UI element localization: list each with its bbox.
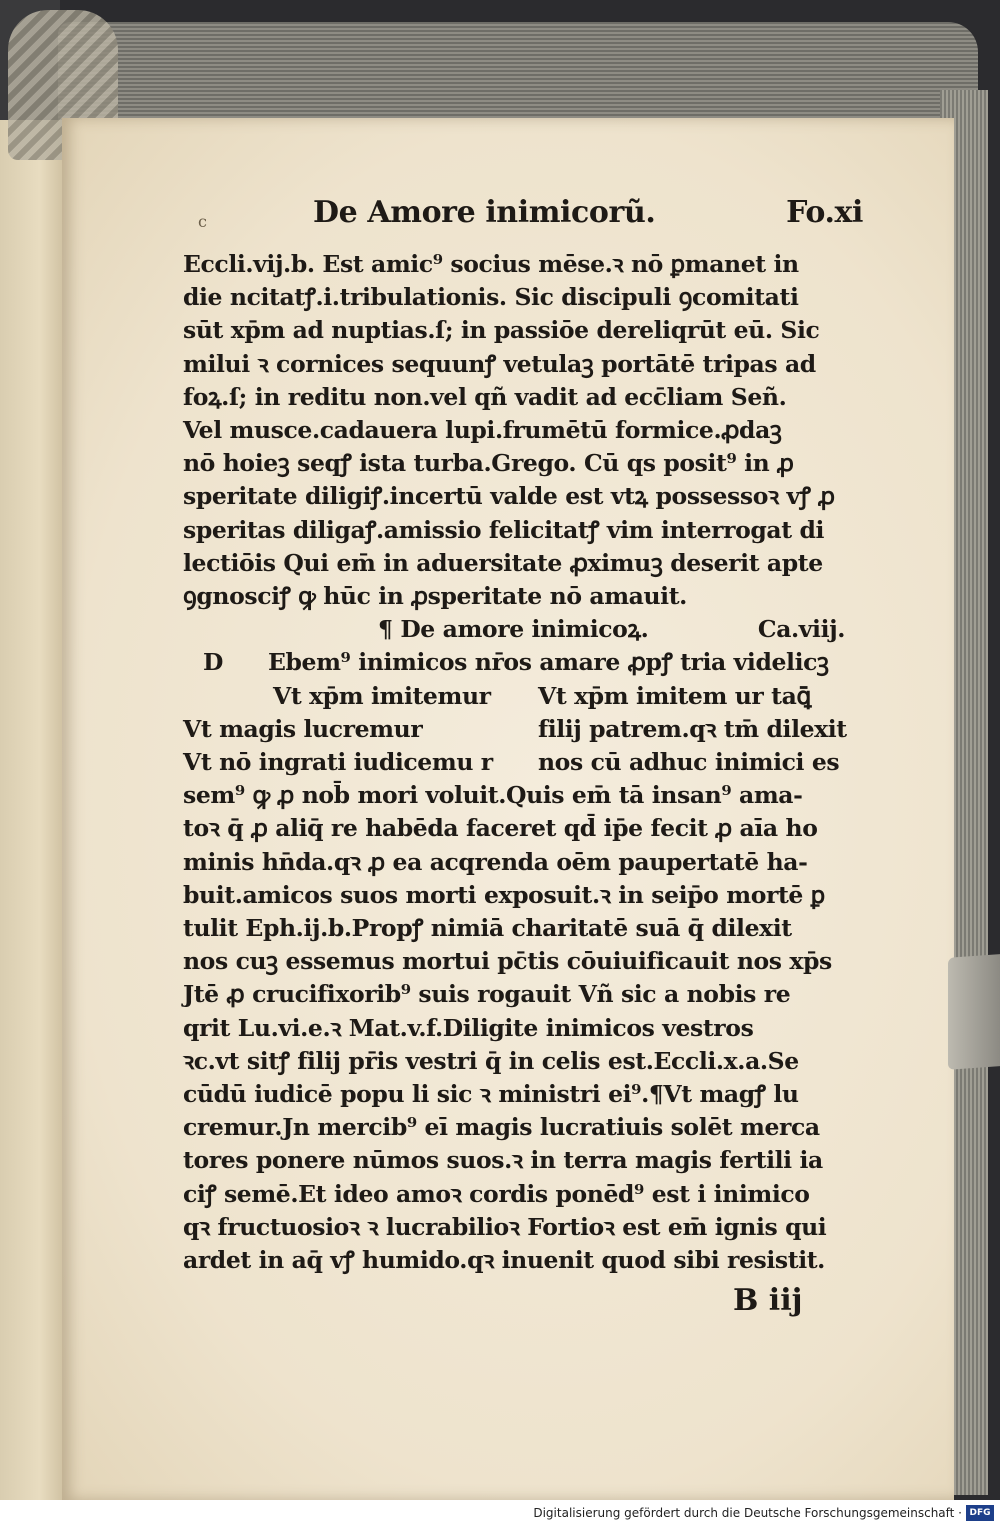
text-line: ardet in aq̄ vꝭ humido.qꝛ inuenit quod sibi resistit. bbox=[183, 1246, 825, 1275]
running-head: De Amore inimicorũ. bbox=[313, 195, 656, 230]
funding-credit: Digitalisierung gefördert durch die Deutsche Forschungsgemeinschaft · bbox=[533, 1506, 962, 1520]
folio-number: Fo.xi bbox=[786, 195, 863, 230]
text-block-top bbox=[183, 248, 863, 613]
text-line: qrit Lu.vi.e.ꝛ Mat.v.f.Diligite inimicos vestros bbox=[183, 1013, 754, 1042]
text-line: cūdū iudicē popu li sic ꝛ ministri ei⁹.¶Vt magꝭ lu bbox=[183, 1080, 799, 1108]
two-column-line bbox=[183, 713, 863, 746]
text-line: speritate diligiꝭ.incertū valde est vtꝝ possessoꝛ vꝭ ꝓ bbox=[183, 482, 835, 511]
column-b-text: filij patrem.qꝛ tm̄ dilexit bbox=[538, 714, 847, 743]
text-line: minis hn̄da.qꝛ ꝓ ea acqrenda oēm paupertatē ha- bbox=[183, 847, 808, 876]
signature-mark: B iij bbox=[733, 1283, 803, 1318]
text-line: toꝛ q̄ ꝓ aliq̄ re habēda faceret qd̄ ip̄e fecit ꝓ aīa ho bbox=[183, 814, 818, 843]
text-line: Vel musce.cadauera lupi.frumētū formice.ꝓdaꝫ bbox=[183, 416, 782, 445]
text-line: qꝛ fructuosioꝛ ꝛ lucrabilioꝛ Fortioꝛ est em̄ ignis qui bbox=[183, 1212, 827, 1241]
text-line: die ncitatꝭ.i.tribulationis. Sic discipuli ꝯcomitati bbox=[183, 283, 799, 312]
dfg-logo: DFG bbox=[966, 1505, 994, 1521]
text-line: cremur.Jn mercib⁹ eī magis lucratiuis solēt merca bbox=[183, 1113, 820, 1142]
chapter-opening-line bbox=[183, 646, 863, 679]
facing-page-edge bbox=[0, 120, 68, 1505]
two-column-line bbox=[183, 680, 863, 713]
column-a-text: Vt magis lucremur bbox=[183, 714, 423, 743]
text-line: tores ponere nūmos suos.ꝛ in terra magis fertili ia bbox=[183, 1146, 823, 1175]
chapter-number: Ca.viij. bbox=[757, 615, 845, 644]
column-a-text: Vt xp̄m imitemur bbox=[273, 681, 491, 710]
text-line: buit.amicos suos morti exposuit.ꝛ in seip̄o mortē ꝑ bbox=[183, 880, 825, 909]
column-b-text: Vt xp̄m imitem ur taꝗ̄ bbox=[538, 681, 811, 710]
text-line: foꝝ.ſ; in reditu non.vel qñ vadit ad ecc̄liam Señ. bbox=[183, 382, 787, 411]
text-line: Eccli.vij.b. Est amic⁹ socius mēse.ꝛ nō ꝑmanet in bbox=[183, 250, 799, 278]
page-clip bbox=[948, 954, 1000, 1070]
initial-letter: D bbox=[203, 648, 223, 677]
page-header bbox=[183, 190, 863, 248]
column-a-text: Vt nō ingrati iudicemu r bbox=[183, 747, 493, 776]
text-block-bottom bbox=[183, 779, 863, 1277]
text-line: sem⁹ ꝙ ꝓ nob̄ mori voluit.Quis em̄ tā insan⁹ ama- bbox=[183, 781, 803, 810]
corner-mark: c bbox=[198, 212, 207, 231]
text-line: tulit Eph.ij.b.Propꝭ nimiā charitatē suā q̄ dilexit bbox=[183, 913, 792, 942]
text-line: ciꝭ semē.Et ideo amoꝛ cordis ponēd⁹ est i inimico bbox=[183, 1179, 810, 1208]
text-line: nos cuꝫ essemus mortui pc̄tis cōuiuificauit nos xp̄s bbox=[183, 947, 832, 976]
text-line: Jtē ꝓ crucifixorib⁹ suis rogauit Vñ sic a nobis re bbox=[183, 980, 791, 1009]
text-line: milui ꝛ cornices sequunꝭ vetulaꝫ portātē tripas ad bbox=[183, 349, 816, 378]
page-text bbox=[183, 190, 863, 1277]
two-column-line bbox=[183, 746, 863, 779]
footer-bar bbox=[0, 1500, 1000, 1526]
text-line: Ebem⁹ inimicos nr̄os amare ꝓpꝭ tria videlicꝫ bbox=[268, 648, 829, 677]
chapter-heading bbox=[183, 613, 863, 646]
text-line: sūt xp̄m ad nuptias.ſ; in passiōe dereliqrūt eū. Sic bbox=[183, 316, 820, 345]
text-line: lectiōis Qui em̄ in aduersitate ꝓximuꝫ deserit apte bbox=[183, 548, 823, 577]
text-line: nō hoieꝫ seqꝭ ista turba.Grego. Cū qs posit⁹ in ꝓ bbox=[183, 449, 794, 478]
column-b-text: nos cū adhuc inimici es bbox=[538, 747, 840, 776]
chapter-title: ¶ De amore inimicoꝝ. bbox=[378, 615, 649, 644]
book-top-edge bbox=[58, 22, 978, 132]
text-line: ꝯgnosciꝭ ꝙ hūc in ꝓsperitate nō amauit. bbox=[183, 582, 687, 611]
text-line: speritas diligaꝭ.amissio felicitatꝭ vim interrogat di bbox=[183, 515, 825, 544]
text-line: ꝛc.vt sitꝭ filij pr̄is vestri q̄ in celis est.Eccli.x.a.Se bbox=[183, 1046, 799, 1075]
